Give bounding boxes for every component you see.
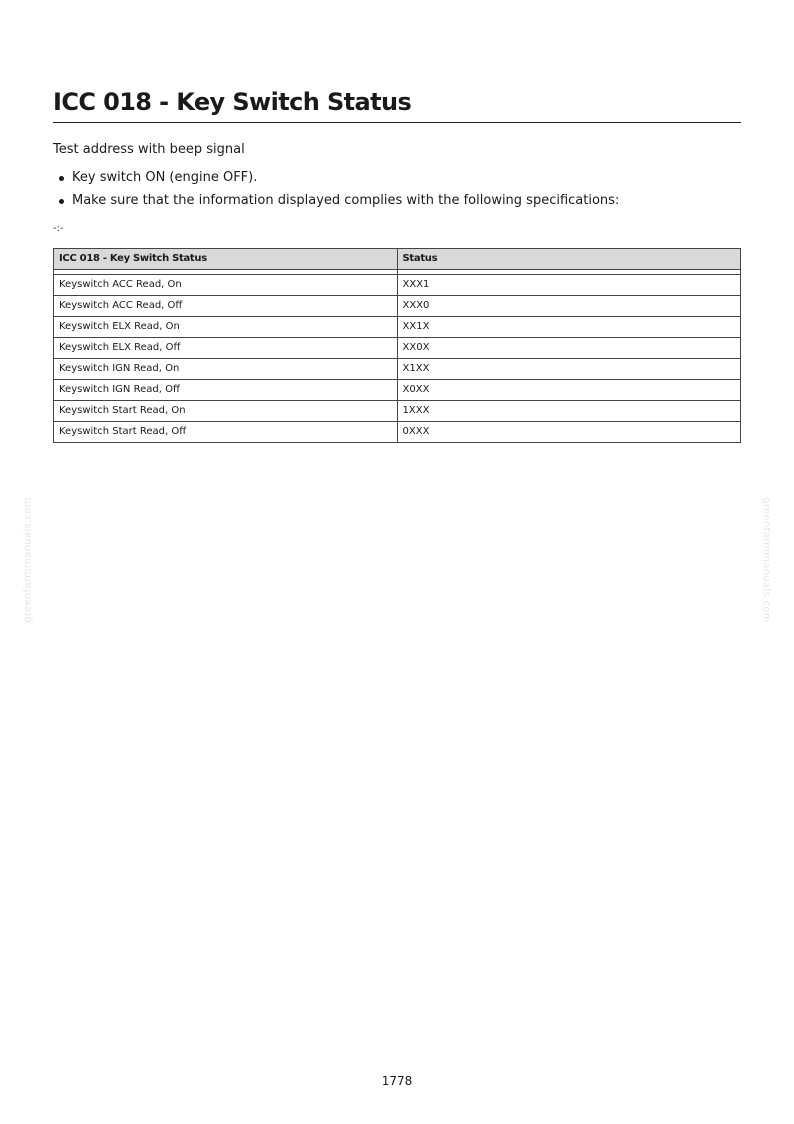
table-row [54, 401, 741, 422]
column-header-status: Status [397, 249, 741, 270]
section-marker: -:- [53, 223, 64, 234]
table-row [54, 422, 741, 443]
table-header-row [54, 249, 741, 270]
status-cell: 0XXX [397, 422, 741, 443]
page-title: ICC 018 - Key Switch Status [53, 86, 741, 123]
watermark-right: greenfarmmanuals.com [760, 497, 772, 623]
table-row [54, 317, 741, 338]
column-header-parameter: ICC 018 - Key Switch Status [54, 249, 398, 270]
status-cell: XX1X [397, 317, 741, 338]
table-row [54, 359, 741, 380]
instruction-text: Make sure that the information displayed complies with the following specifications: [72, 193, 620, 208]
table-row [54, 338, 741, 359]
table-row [54, 296, 741, 317]
status-cell: 1XXX [397, 401, 741, 422]
status-cell: X0XX [397, 380, 741, 401]
parameter-cell: Keyswitch IGN Read, Off [54, 380, 398, 401]
instruction-text: Key switch ON (engine OFF). [72, 170, 258, 185]
intro-text: Test address with beep signal [53, 142, 245, 157]
bullet-icon [59, 199, 64, 204]
status-cell: XXX0 [397, 296, 741, 317]
parameter-cell: Keyswitch Start Read, On [54, 401, 398, 422]
page-number: 1778 [381, 1074, 413, 1088]
watermark-left: greenfarmmanuals.com [22, 497, 34, 623]
parameter-cell: Keyswitch ACC Read, On [54, 275, 398, 296]
parameter-cell: Keyswitch IGN Read, On [54, 359, 398, 380]
parameter-cell: Keyswitch ELX Read, On [54, 317, 398, 338]
parameter-cell: Keyswitch Start Read, Off [54, 422, 398, 443]
table-row [54, 380, 741, 401]
instruction-list [58, 169, 619, 215]
status-cell: XXX1 [397, 275, 741, 296]
instruction-item [58, 169, 619, 187]
table-row [54, 275, 741, 296]
spec-table [53, 248, 741, 443]
status-cell: X1XX [397, 359, 741, 380]
parameter-cell: Keyswitch ACC Read, Off [54, 296, 398, 317]
parameter-cell: Keyswitch ELX Read, Off [54, 338, 398, 359]
instruction-item [58, 192, 619, 210]
bullet-icon [59, 176, 64, 181]
status-cell: XX0X [397, 338, 741, 359]
